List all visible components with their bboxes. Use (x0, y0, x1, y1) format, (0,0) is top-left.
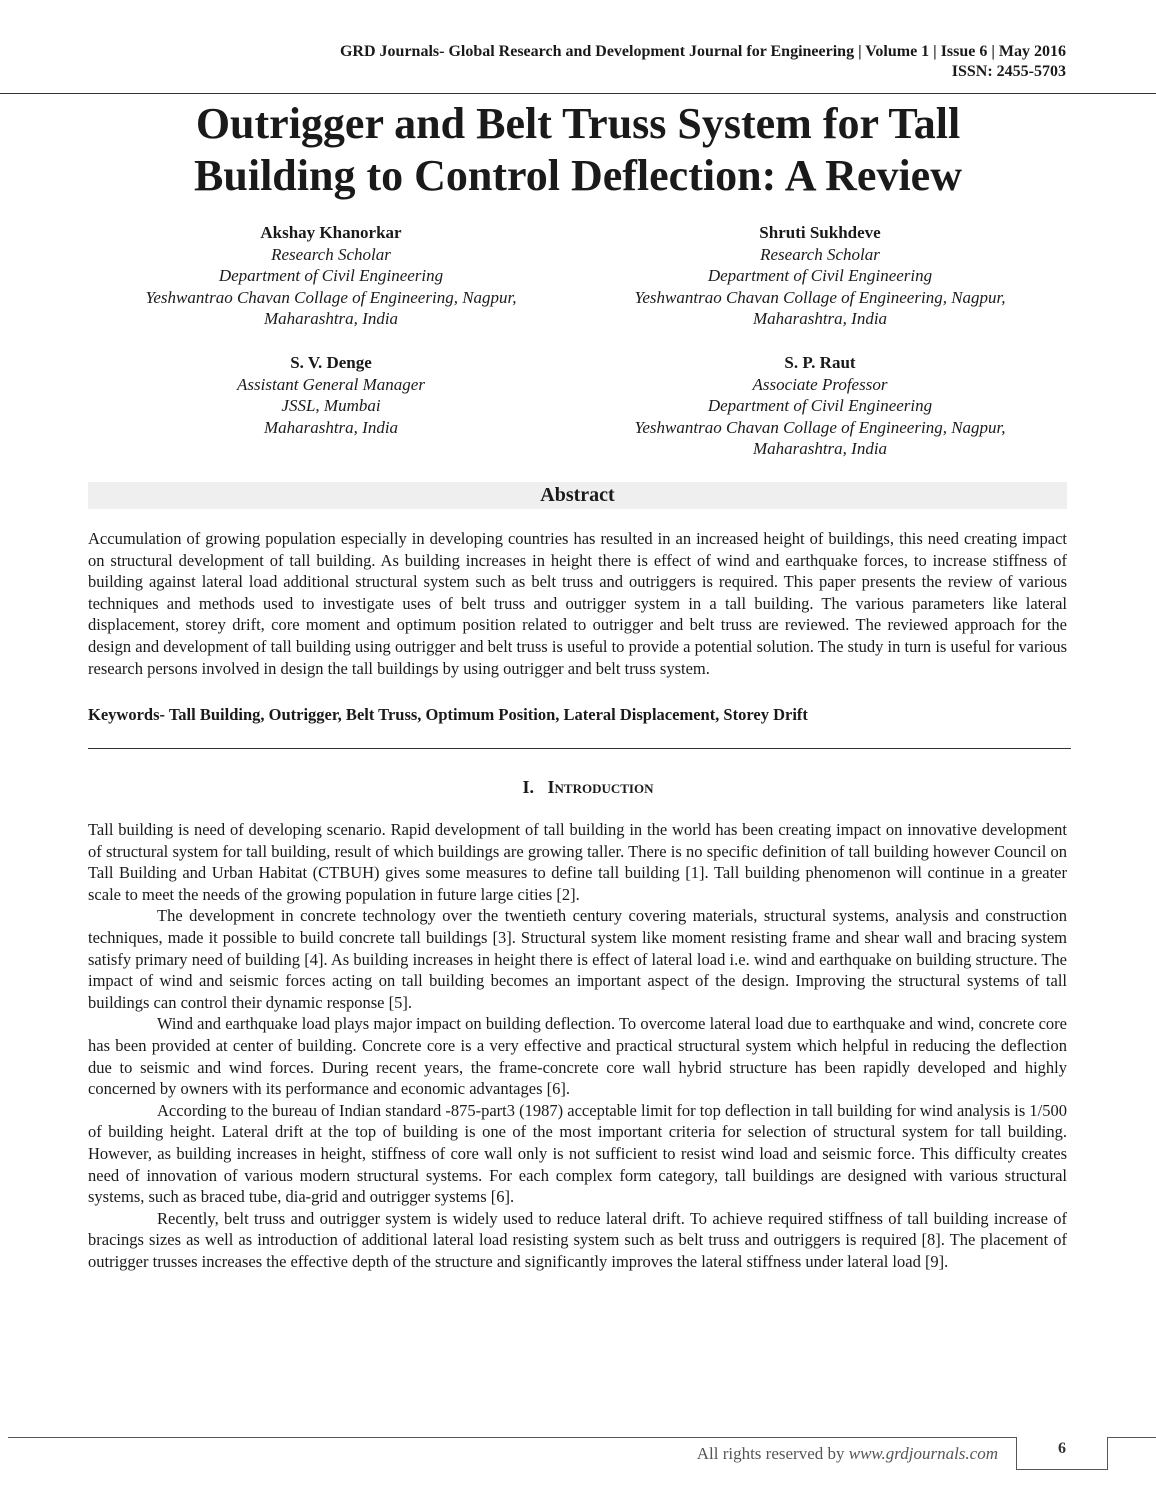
section-heading-introduction (0, 775, 1156, 799)
author-name: Akshay Khanorkar (260, 223, 402, 242)
author-name: S. P. Raut (784, 353, 856, 372)
author-place: Maharashtra, India (263, 309, 399, 328)
author-inst: Yeshwantrao Chavan Collage of Engineering, Nagpur, (634, 287, 1006, 307)
author-place: Maharashtra, India (752, 309, 888, 328)
author-name: Shruti Sukhdeve (759, 223, 881, 242)
introduction-body (88, 819, 1067, 1272)
paragraph: Tall building is need of developing scenario. Rapid development of tall building in the world has been creating impact on innovative development of structural system for tall building, result of which buildings are growing taller. There is no specific definition of tall building however Council on Tall Building and Urban Habitat (CTBUH) gives some measures to define tall building [1]. Tall building phenomenon will continue in a greater scale to meet the needs of the growing population in future large cities [2]. (88, 820, 1067, 904)
author-role: Research Scholar (271, 244, 391, 264)
abstract-text: Accumulation of growing population especially in developing countries has resulted in an increased height of buildings, this need creating impact on structural development of tall building. As building increases in height there is effect of wind and earthquake forces, to increase stiffness of building against lateral load additional structural system such as belt truss and outriggers is required. This paper presents the review of various techniques and methods used to investigate uses of belt truss and outrigger system in a tall building. The various parameters like lateral displacement, storey drift, core moment and optimum position related to outrigger and belt truss are reviewed. The reviewed approach for the design and development of tall building using outrigger and belt truss is useful to provide a potential solution. The study in turn is useful for various research persons involved in design the tall buildings by using outrigger and belt truss system. (88, 529, 1067, 678)
author-block-2 (580, 222, 1060, 330)
paragraph: According to the bureau of Indian standard -875-part3 (1987) acceptable limit for top deflection in tall building for wind analysis is 1/500 of building height. Lateral drift at the top of building is one of the most important criteria for selection of structural system for tall building. However, as building increases in height, stiffness of core wall only is not sufficient to resist wind load and seismic force. This difficulty creates need of innovation of various modern structural systems. For each complex form category, tall buildings are designed with various structural systems, such as braced tube, dia-grid and outrigger systems [6]. (88, 1100, 1067, 1207)
author-block-1 (91, 222, 571, 330)
rights-prefix: All rights reserved by (696, 1444, 849, 1463)
author-dept: Department of Civil Engineering (218, 266, 444, 285)
journal-site-link[interactable]: www.grdjournals.com (848, 1444, 998, 1463)
section-number: I. (522, 777, 535, 797)
abstract-heading: Abstract (88, 482, 1067, 509)
author-block-4 (580, 352, 1060, 460)
author-dept: Department of Civil Engineering (707, 396, 933, 415)
author-dept: JSSL, Mumbai (281, 396, 381, 415)
keywords: Keywords- Tall Building, Outrigger, Belt Truss, Optimum Position, Lateral Displacement, Storey Drift (88, 705, 808, 724)
issn: ISSN: 2455-5703 (951, 63, 1066, 80)
author-role: Associate Professor (752, 374, 888, 394)
author-dept: Department of Civil Engineering (707, 266, 933, 285)
author-inst: Yeshwantrao Chavan Collage of Engineering, Nagpur, (634, 417, 1006, 437)
author-block-3 (91, 352, 571, 438)
author-place: Maharashtra, India (752, 439, 888, 458)
author-role: Assistant General Manager (237, 374, 425, 394)
author-role: Research Scholar (760, 244, 880, 264)
footer-rule (8, 1437, 1016, 1438)
header-rule (0, 93, 1156, 94)
author-inst: Maharashtra, India (263, 417, 399, 437)
paragraph: Wind and earthquake load plays major impact on building deflection. To overcome lateral load due to earthquake and wind, concrete core has been provided at center of building. Concrete core is a very effective and practical structural system which helpful in reducing the deflection due to seismic and wind forces. During recent years, the frame-concrete core wall hybrid structure has been rapidly developed and highly concerned by owners with its performance and economic advantages [6]. (88, 1014, 1067, 1099)
author-name: S. V. Denge (290, 353, 372, 372)
keywords-rule (88, 748, 1071, 749)
page-number: 6 (1058, 1440, 1066, 1457)
paper-title (0, 98, 1156, 202)
title-line-1: Outrigger and Belt Truss System for Tall (195, 99, 961, 148)
journal-header (340, 42, 1066, 82)
footer-rights (697, 1444, 998, 1464)
section-title: Introduction (547, 777, 654, 797)
paragraph: Recently, belt truss and outrigger system is widely used to reduce lateral drift. To achieve required stiffness of tall building increase of bracings sizes as well as introduction of additional lateral load resisting system such as belt truss and outriggers is required [8]. The placement of outrigger trusses increases the effective depth of the structure and significantly improves the lateral stiffness under lateral load [9]. (88, 1208, 1067, 1271)
paragraph: The development in concrete technology over the twentieth century covering materials, structural systems, analysis and construction techniques, made it possible to build concrete tall buildings [3]. Structural system like moment resisting frame and shear wall and bracing system satisfy primary need of building [4]. As building increases in height there is effect of lateral load i.e. wind and earthquake on building structure. The impact of wind and seismic forces acting on tall building becomes an important aspect of the design. Improving the structural systems of tall buildings can control their dynamic response [5]. (88, 906, 1067, 1012)
author-inst: Yeshwantrao Chavan Collage of Engineering, Nagpur, (145, 287, 517, 307)
footer-rule-right (1108, 1437, 1156, 1438)
title-line-2: Building to Control Deflection: A Review (194, 151, 962, 200)
journal-line: GRD Journals- Global Research and Development Journal for Engineering | Volume 1 | Issue 6 | May 2016 (339, 43, 1066, 60)
